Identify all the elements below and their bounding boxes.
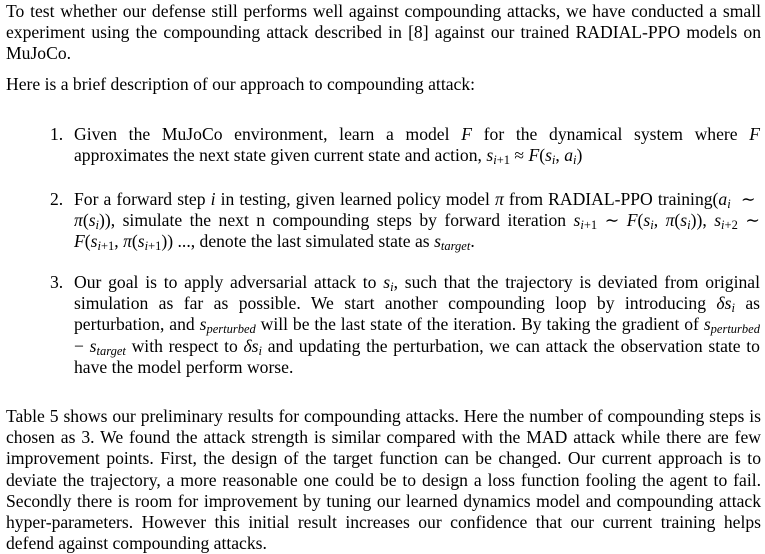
list-item-text: For a forward step i in testing, given learned policy model π from RADIAL-PPO $training(a_i$ ∼ $\pi(s_i)$), simulate the next n compounding steps by forward iteration $s_{i+1}$ ∼ $F(s_i$, $\pi(s_i)$), $s_{i+2}$ ∼ $F(s_{i+1}$, $\pi(s_{i+1})$) ..., denote the last simulated state as $s_{target}$.	[74, 189, 761, 254]
list-item-text: Given the MuJoCo environment, learn a model F for the dynamical system where F approximates the next state given current state and action, $s_{i+1} \approx F(s_i$, $a_i$)	[74, 124, 761, 168]
approach-intro: Here is a brief description of our approach to compounding attack:	[6, 74, 476, 94]
results-paragraph: Table 5 shows our preliminary results for compounding attacks. Here the number of compounding steps is chosen as 3. We found the attack strength is similar compared with the MAD attack while there are few improvement points. First, the design of the target function can be changed. Our current approach is to deviate the trajectory, a more reasonable one could be to design a loss function fooling the agent to fail. Secondly there is room for improvement by tuning our learned dynamics model and compounding attack hyper-parameters. However this initial result increases our confidence that our current training helps defend against compounding attacks.	[6, 406, 761, 554]
list-number: 1.	[50, 124, 64, 144]
list-number: 3.	[50, 272, 64, 292]
intro-paragraph: To test whether our defense still performs well against compounding attacks, we have conducted a small experiment using the compounding attack described in [8] against our trained RADIAL-PPO models on MuJoCo.	[6, 1, 761, 64]
list-item-text: Our goal is to apply adversarial attack to $s_i$, such that the trajectory is deviated from original simulation as far as possible. We start another compounding loop by introducing $\delta s_i$ as perturbation, and $s_{perturbed}$ will be the last state of the iteration. By taking the gradient of $s_{perturbed} - s_{target}$ with respect to $\delta s_i$ and updating the perturbation, we can attack the observation state to have the model perform worse.	[74, 272, 760, 377]
list-number: 2.	[50, 189, 64, 209]
